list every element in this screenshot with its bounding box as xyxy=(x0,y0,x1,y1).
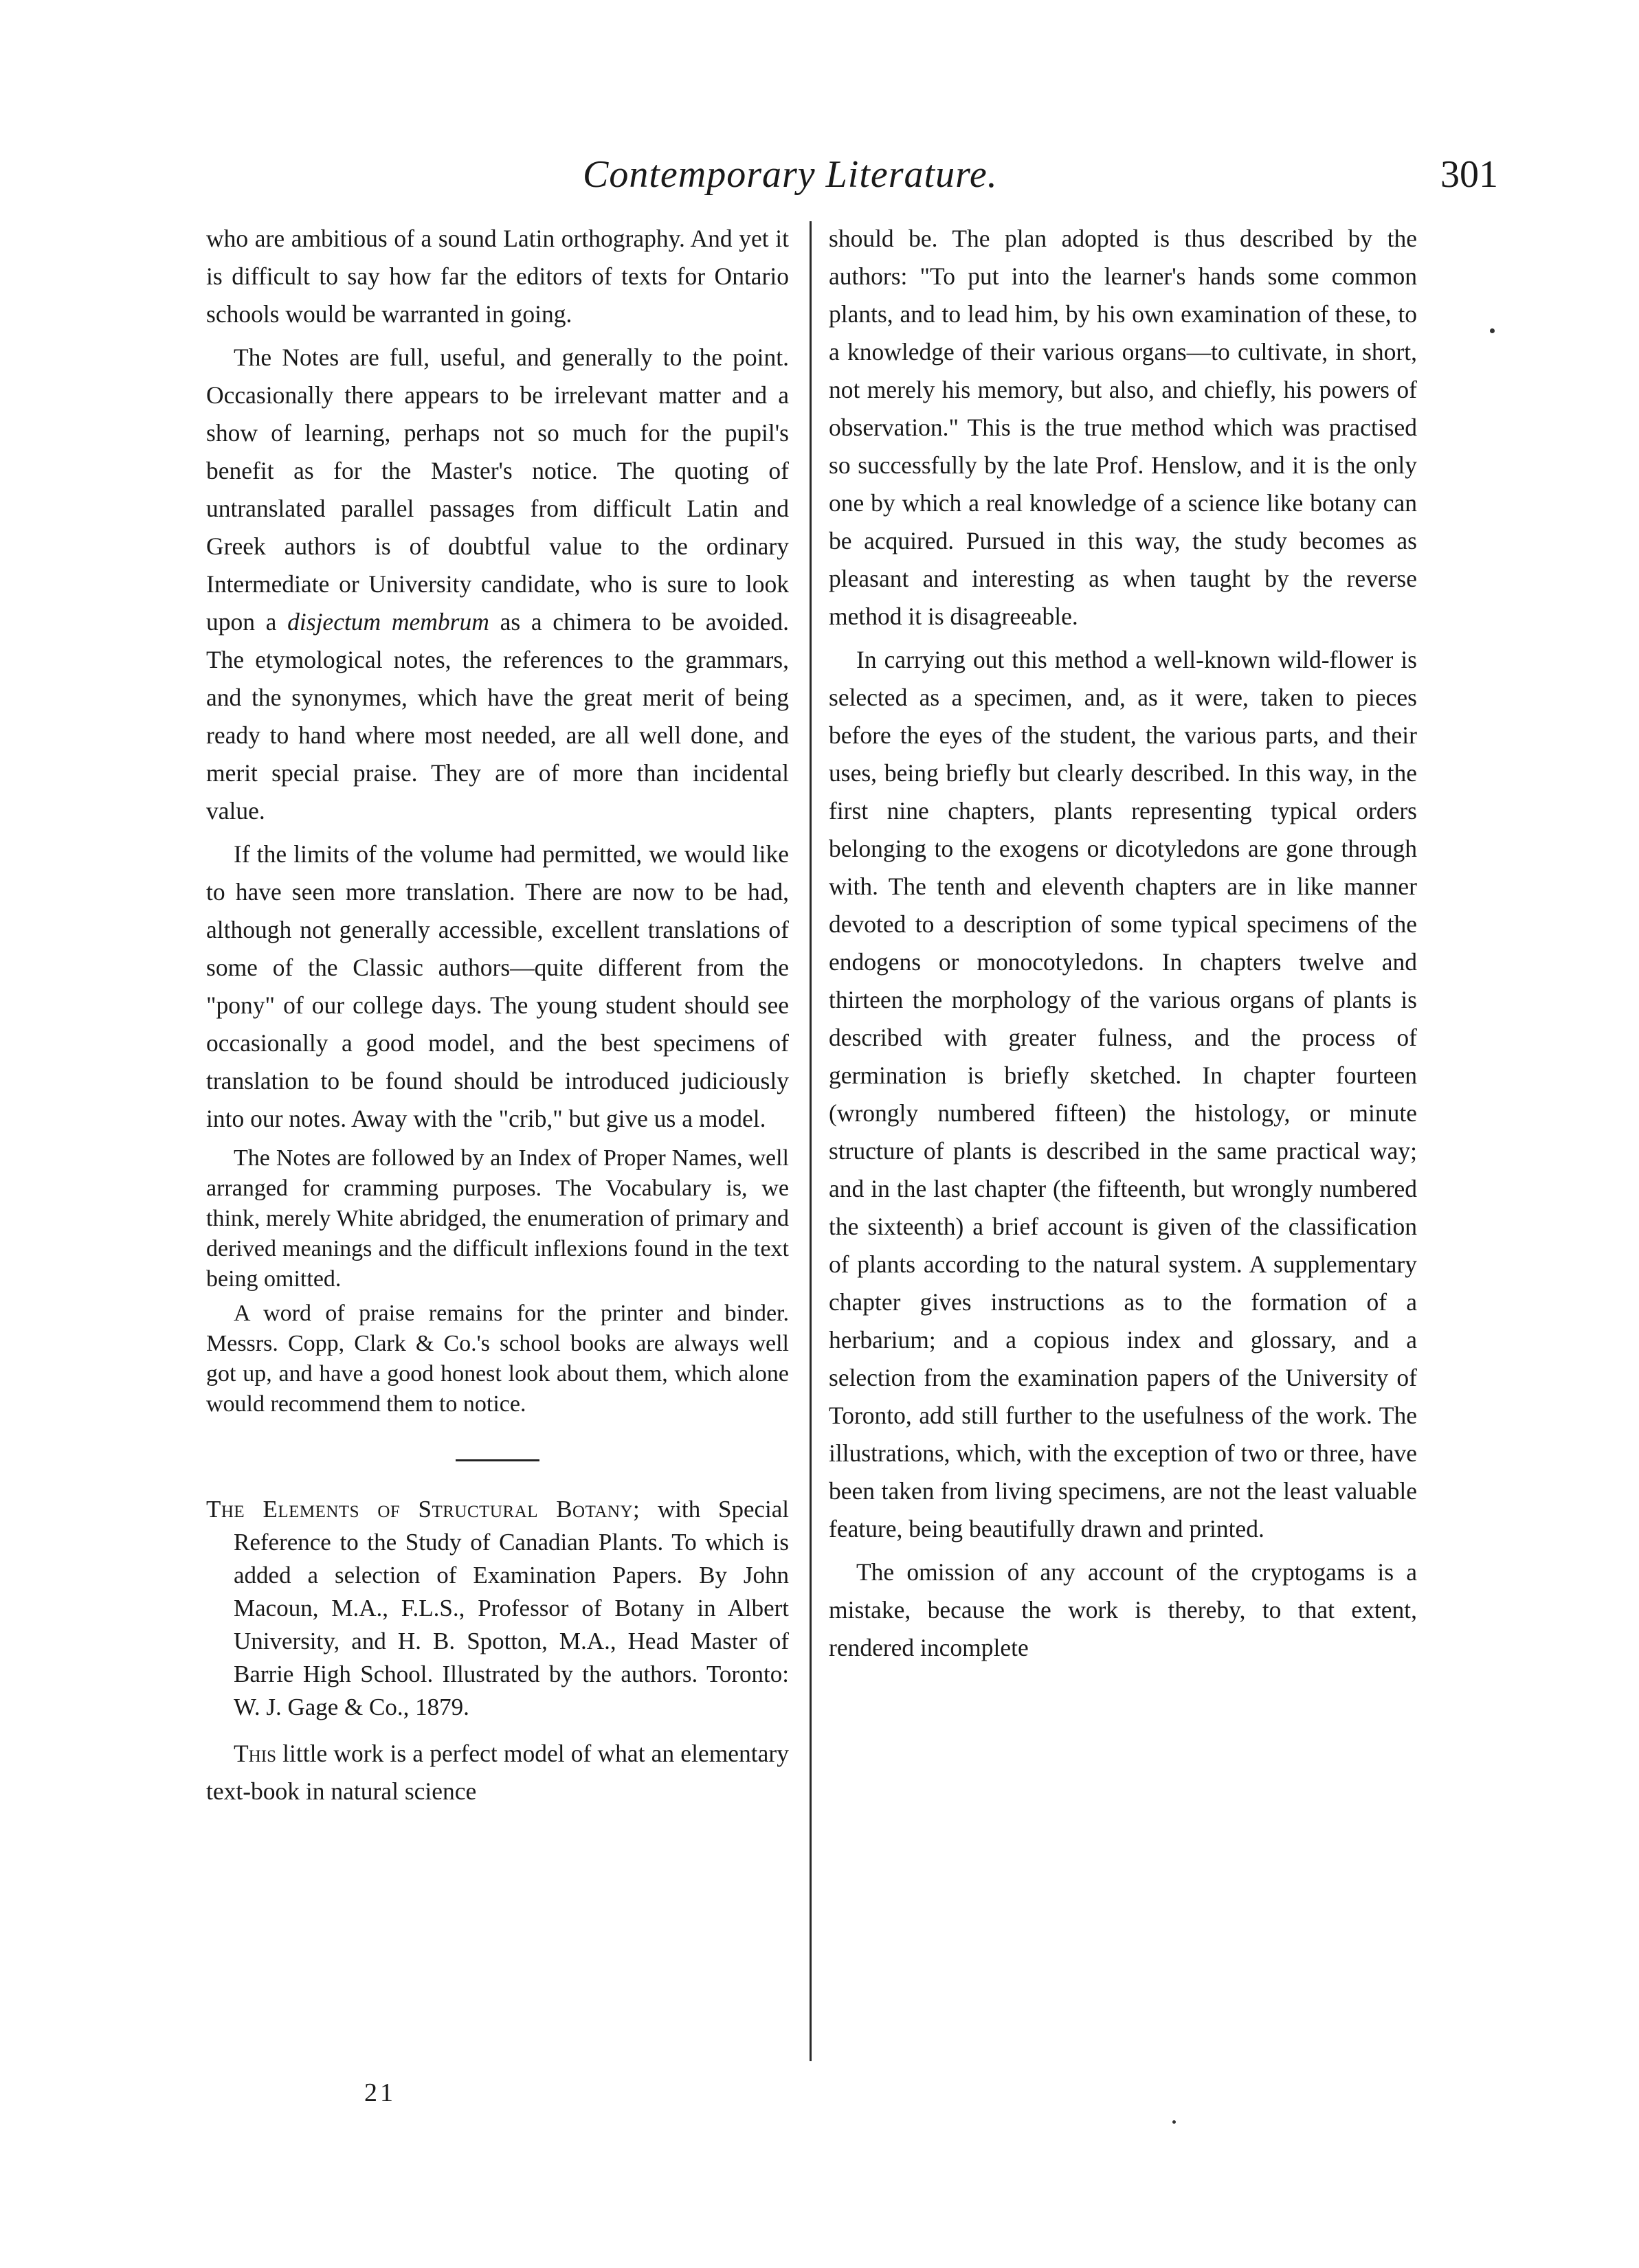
right-column xyxy=(829,220,1417,1667)
book-details: with Special Reference to the Study of Canadian Plants. To which is added a selection of Examination Papers. By John Macoun, M.A., F.L.S., Professor of Botany in Albert University, and H. B. Spotton, M.A., Head Master of Barrie High School. Illustrated by the authors. Toronto: W. J. Gage & Co., 1879. xyxy=(234,1496,789,1720)
paragraph-notes-text: The Notes are full, useful, and generally to the point. Occasionally there appears to be irrelevant matter and a show of learning, perhaps not so much for the pupil's benefit as for the Master's notice. The quoting of untranslated parallel passages from difficult Latin and Greek authors is of doubtful value to the ordinary Intermediate or University candidate, who is sure to look upon a xyxy=(206,344,789,636)
section-divider xyxy=(456,1459,539,1461)
paragraph-orthography: who are ambitious of a sound Latin orthography. And yet it is difficult to say how far the editors of texts for Ontario schools would be warranted in going. xyxy=(206,225,789,328)
paragraph-cryptogams: The omission of any account of the cryptogams is a mistake, because the work is thereby, to that extent, rendered incomplete xyxy=(829,1558,1417,1661)
paragraph-index: The Notes are followed by an Index of Proper Names, well arranged for cramming purposes. The Vocabulary is, we think, merely White abridged, the enumeration of primary and derived meanings and the difficult inflexions found in the text being omitted. xyxy=(206,1145,789,1292)
paragraph-printer: A word of praise remains for the printer and binder. Messrs. Copp, Clark & Co.'s school books are always well got up, and have a good honest look about them, which alone would recommend them to notice. xyxy=(206,1301,789,1417)
stray-ink-mark xyxy=(1490,328,1495,333)
lead-word: This xyxy=(234,1740,276,1767)
paragraph-review-start-text: little work is a perfect model of what an elementary text-book in natural science xyxy=(206,1740,789,1805)
running-title: Contemporary Literature. xyxy=(583,153,998,196)
running-head xyxy=(206,153,1498,201)
column-rule xyxy=(810,221,812,2061)
left-column xyxy=(206,220,789,1810)
latin-phrase: disjectum membrum xyxy=(287,608,489,636)
paragraph-review-start xyxy=(206,1735,789,1810)
page-number: 301 xyxy=(1440,153,1498,196)
paragraph-method: In carrying out this method a well-known wild-flower is selected as a specimen, and, as it were, taken to pieces before the eyes of the student, the various parts, and their uses, being briefly but clearly described. In this way, in the first nine chapters, plants representing typical orders belonging to the exogens or dicotyledons are gone through with. The tenth and eleventh chapters are in like manner devoted to a description of some typical specimens of the endogens or monocotyledons. In chapters twelve and thirteen the morphology of the various organs of plants is described with greater fulness, and the process of germination is briefly sketched. In chapter fourteen (wrongly numbered fifteen) the histology, or minute structure of plants is described in the same practical way; and in the last chapter (the fifteenth, but wrongly numbered the sixteenth) a brief account is given of the classification of plants according to the natural system. A supplementary chapter gives instructions as to the formation of a herbarium; and a copious index and glossary, and a selection from the examination papers of the University of Toronto, add still further to the usefulness of the work. The illustrations, which, with the exception of two or three, have been taken from living specimens, are not the least valuable feature, being beautifully drawn and printed. xyxy=(829,646,1417,1542)
book-citation xyxy=(206,1493,789,1724)
paragraph-plan: should be. The plan adopted is thus described by the authors: "To put into the learner's hands some common plants, and to lead him, by his own examination of these, to a knowledge of their various organs—to cultivate, in short, not merely his memory, but also, and chiefly, his powers of observation." This is the true method which was practised so successfully by the late Prof. Henslow, and it is the only one by which a real knowledge of a science like botany can be acquired. Pursued in this way, the study becomes as pleasant and interesting as when taught by the reverse method it is disagreeable. xyxy=(829,225,1417,630)
signature-mark: 21 xyxy=(364,2078,396,2107)
stray-ink-mark xyxy=(1172,2120,1176,2124)
paragraph-notes xyxy=(206,339,789,830)
book-title: The Elements of Structural Botany; xyxy=(206,1496,640,1523)
paragraph-notes-end: as a chimera to be avoided. The etymological notes, the references to the grammars, and the synonymes, which have the great merit of being ready to hand where most needed, are all well done, and merit special praise. They are of more than incidental value. xyxy=(206,608,789,824)
paragraph-translation: If the limits of the volume had permitted, we would like to have seen more translation. There are now to be had, although not generally accessible, excellent translations of some of the Classic authors—quite different from the "pony" of our college days. The young student should see occasionally a good model, and the best specimens of translation to be found should be introduced judiciously into our notes. Away with the "crib," but give us a model. xyxy=(206,840,789,1132)
